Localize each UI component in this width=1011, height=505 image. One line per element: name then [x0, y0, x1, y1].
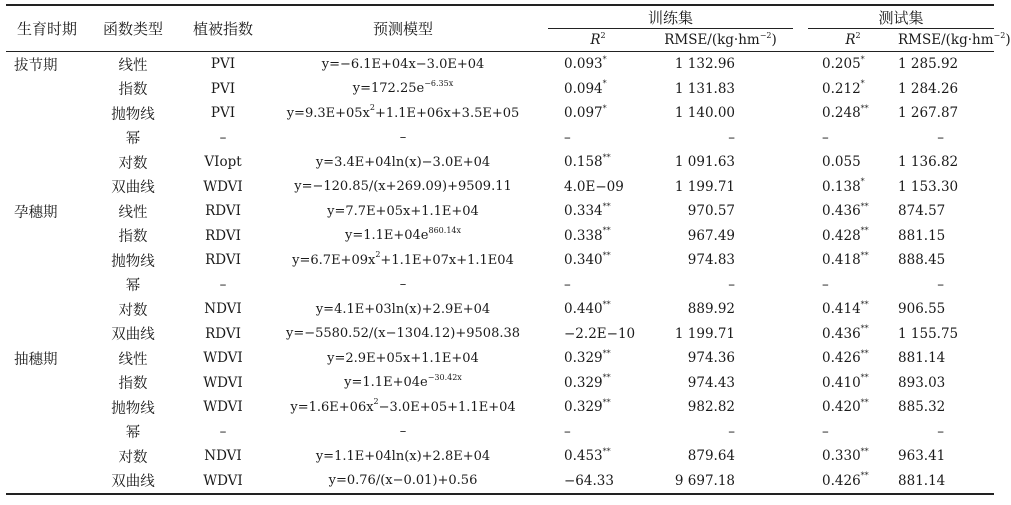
stage-cell: 拔节期	[14, 57, 58, 74]
function-type-cell: 抛物线	[111, 106, 155, 123]
function-type-cell: 指数	[118, 376, 148, 393]
test-rmse-cell: 885.32	[898, 399, 946, 416]
vegetation-index-cell: PVI	[210, 105, 236, 122]
train-rmse-cell: 1 132.96	[674, 56, 736, 73]
vegetation-index-cell: NDVI	[204, 301, 242, 318]
train-r2-cell: –	[564, 423, 571, 440]
test-r2-cell: 0.426**	[808, 469, 898, 495]
model-cell: –	[399, 277, 407, 293]
test-rmse-cell: 963.41	[898, 448, 946, 465]
header-test-r2: $R^2$	[808, 29, 898, 52]
test-rmse-cell: 1 284.26	[898, 80, 959, 97]
train-rmse-cell: 970.57	[687, 203, 736, 220]
function-type-cell: 线性	[118, 57, 148, 74]
stage-cell	[6, 273, 88, 298]
function-type-cell: 双曲线	[88, 469, 178, 495]
vegetation-index-cell: WDVI	[178, 469, 268, 495]
header-train: 训练集	[548, 5, 793, 29]
test-r2-cell: 0.330**	[822, 446, 869, 465]
stage-cell	[6, 322, 88, 347]
table-row	[6, 273, 994, 298]
model-cell: $y=1.1E+04e^{860.14x}$	[344, 225, 462, 244]
train-r2-cell: –	[564, 276, 571, 293]
function-type-cell: 抛物线	[111, 253, 155, 270]
function-type-cell: 双曲线	[111, 180, 155, 197]
stage-cell	[6, 395, 88, 420]
train-rmse-cell: 982.82	[687, 399, 736, 416]
function-type-cell: 线性	[118, 204, 148, 221]
test-r2-cell: 0.248**	[822, 103, 869, 122]
function-type-cell: 指数	[118, 229, 148, 246]
vegetation-index-cell: WDVI	[203, 178, 243, 195]
stage-cell	[6, 175, 88, 200]
table-row	[6, 248, 994, 273]
stage-cell	[6, 248, 88, 273]
train-rmse-cell: 1 131.83	[674, 80, 736, 97]
train-r2-cell: 0.338**	[564, 226, 611, 244]
model-cell: y=2.9E+05x+1.1E+04	[327, 350, 479, 366]
test-rmse-cell: –	[937, 423, 945, 440]
table-row	[6, 469, 994, 495]
model-cell: y=−6.1E+04x−3.0E+04	[321, 56, 485, 72]
table-row	[6, 77, 994, 102]
vegetation-index-cell: –	[219, 276, 227, 293]
table-row	[6, 371, 994, 396]
test-r2-cell: 0.428**	[822, 226, 869, 244]
function-type-cell: 指数	[118, 82, 148, 99]
train-r2-cell: 0.097*	[564, 103, 607, 122]
train-rmse-cell: 967.49	[687, 227, 736, 244]
stage-cell	[6, 224, 88, 249]
model-cell: $y=6.7E+09x^2+1.1E+07x+1.1E04$	[292, 250, 514, 268]
test-r2-cell: 0.138*	[822, 177, 865, 195]
function-type-cell: 对数	[118, 449, 148, 466]
stage-cell	[6, 126, 88, 151]
test-r2-cell: –	[822, 423, 829, 440]
model-cell: y=1.1E+04ln(x)+2.8E+04	[315, 448, 491, 464]
stage-cell: 孕穗期	[14, 204, 58, 221]
table-row	[6, 420, 994, 445]
test-r2-cell: 0.205*	[822, 54, 865, 73]
table-row	[6, 395, 994, 420]
test-r2-cell: –	[822, 129, 829, 146]
function-type-cell: 对数	[118, 155, 148, 172]
table-row	[6, 297, 994, 322]
train-r2-cell: −2.2E−10	[564, 325, 636, 342]
table-row	[6, 322, 994, 347]
vegetation-index-cell: PVI	[210, 56, 236, 73]
model-cell: y=4.1E+03ln(x)+2.9E+04	[315, 301, 491, 317]
vegetation-index-cell: RDVI	[205, 325, 241, 342]
function-type-cell: 线性	[118, 351, 148, 368]
train-rmse-cell: 974.43	[687, 374, 736, 391]
table-row	[6, 175, 994, 200]
test-r2-cell: 0.420**	[822, 397, 869, 416]
model-cell: –	[399, 424, 407, 440]
model-cell: $y=9.3E+05x^2+1.1E+06x+3.5E+05$	[286, 103, 520, 121]
table-row	[6, 199, 994, 224]
test-r2-cell: 0.426**	[822, 348, 869, 367]
train-r2-cell: 0.329**	[564, 373, 611, 391]
vegetation-index-cell: –	[219, 129, 227, 146]
function-type-cell: 对数	[118, 302, 148, 319]
vegetation-index-cell: WDVI	[203, 374, 243, 391]
header-stage: 生育时期	[6, 5, 88, 52]
stage-cell	[6, 77, 88, 102]
model-table	[6, 4, 1011, 495]
train-r2-cell: 0.329**	[564, 397, 611, 416]
test-rmse-cell: 1 155.75	[898, 325, 959, 342]
header-func: 函数类型	[88, 5, 178, 52]
vegetation-index-cell: RDVI	[205, 227, 241, 244]
train-rmse-cell: 974.83	[687, 252, 736, 269]
test-r2-cell: –	[822, 276, 829, 293]
train-r2-cell: 0.453**	[564, 446, 611, 465]
table-row	[6, 224, 994, 249]
test-rmse-cell: 893.03	[898, 374, 946, 391]
test-r2-cell: 0.436**	[822, 201, 869, 220]
train-r2-cell: 0.158**	[564, 152, 611, 171]
train-r2-cell: 0.093*	[564, 54, 607, 73]
model-cell: y=0.76/(x−0.01)+0.56	[268, 469, 538, 495]
train-rmse-cell: –	[728, 276, 736, 293]
stage-cell	[6, 101, 88, 126]
test-r2-cell: 0.055	[822, 154, 861, 171]
train-r2-cell: 0.440**	[564, 299, 611, 318]
model-cell: y=7.7E+05x+1.1E+04	[327, 203, 479, 219]
table-row	[6, 101, 994, 126]
model-cell: $y=1.6E+06x^2-3.0E+05+1.1E+04$	[290, 397, 516, 415]
stage-cell: 抽穗期	[14, 351, 58, 368]
vegetation-index-cell: WDVI	[203, 350, 243, 367]
model-cell: y=−5580.52/(x−1304.12)+9508.38	[285, 326, 521, 342]
vegetation-index-cell: RDVI	[205, 203, 241, 220]
function-type-cell: 幂	[125, 278, 141, 295]
train-rmse-cell: 9 697.18	[648, 469, 793, 495]
header-train-r2: $R^2$	[548, 29, 648, 52]
test-r2-cell: 0.410**	[822, 373, 869, 391]
test-r2-cell: 0.414**	[822, 299, 869, 318]
vegetation-index-cell: WDVI	[203, 399, 243, 416]
test-rmse-cell: 1 267.87	[898, 105, 959, 122]
train-r2-cell: 0.094*	[564, 79, 607, 97]
vegetation-index-cell: NDVI	[204, 448, 242, 465]
test-rmse-cell: 874.57	[898, 203, 946, 220]
train-rmse-cell: 1 199.71	[674, 178, 736, 195]
vegetation-index-cell: VIopt	[204, 154, 242, 171]
test-rmse-cell: 1 285.92	[898, 56, 959, 73]
train-rmse-cell: 889.92	[687, 301, 736, 318]
test-rmse-cell: 906.55	[898, 301, 946, 318]
function-type-cell: 抛物线	[111, 400, 155, 417]
train-r2-cell: –	[564, 129, 571, 146]
train-r2-cell: 0.329**	[564, 348, 611, 367]
vegetation-index-cell: PVI	[210, 80, 236, 97]
test-rmse-cell: 881.15	[898, 227, 946, 244]
test-r2-cell: 0.212*	[822, 79, 865, 97]
header-vi: 植被指数	[178, 5, 268, 52]
vegetation-index-cell: RDVI	[205, 252, 241, 269]
stage-cell	[6, 469, 88, 495]
table-row	[6, 346, 994, 371]
train-r2-cell: −64.33	[548, 469, 648, 495]
train-rmse-cell: –	[728, 129, 736, 146]
train-rmse-cell: 1 199.71	[674, 325, 736, 342]
stage-cell	[6, 150, 88, 175]
test-rmse-cell: 881.14	[898, 350, 946, 367]
table-row	[6, 150, 994, 175]
function-type-cell: 双曲线	[111, 327, 155, 344]
model-cell: y=3.4E+04ln(x)−3.0E+04	[315, 154, 491, 170]
vegetation-index-cell: –	[219, 423, 227, 440]
model-cell: $y=172.25e^{-6.35x}$	[352, 78, 454, 97]
test-r2-cell: 0.418**	[822, 250, 869, 269]
train-rmse-cell: 1 140.00	[674, 105, 736, 122]
function-type-cell: 幂	[125, 131, 141, 148]
model-cell: $y=1.1E+04e^{-30.42x}$	[344, 372, 462, 391]
stage-cell	[6, 297, 88, 322]
stage-cell	[6, 420, 88, 445]
test-rmse-cell: 888.45	[898, 252, 946, 269]
test-rmse-cell: 1 153.30	[898, 178, 959, 195]
train-rmse-cell: –	[728, 423, 736, 440]
test-rmse-cell: 881.14	[898, 469, 994, 495]
train-rmse-cell: 1 091.63	[674, 154, 736, 171]
model-cell: y=−120.85/(x+269.09)+9509.11	[294, 179, 512, 195]
header-test: 测试集	[808, 5, 994, 29]
model-cell: –	[399, 130, 407, 146]
test-rmse-cell: –	[937, 276, 945, 293]
header-test-rmse: RMSE/$(kg\cdot hm^{-2})$	[898, 29, 994, 52]
header-train-rmse: RMSE/$(kg\cdot hm^{-2})$	[648, 29, 793, 52]
train-r2-cell: 0.340**	[564, 250, 611, 269]
table-row	[6, 444, 994, 469]
test-rmse-cell: 1 136.82	[898, 154, 959, 171]
stage-cell	[6, 444, 88, 469]
stage-cell	[6, 371, 88, 396]
table-row	[6, 52, 994, 77]
test-rmse-cell: –	[937, 129, 945, 146]
train-r2-cell: 0.334**	[564, 201, 611, 220]
test-r2-cell: 0.436**	[822, 324, 869, 342]
train-r2-cell: 4.0E−09	[564, 178, 624, 195]
function-type-cell: 幂	[125, 425, 141, 442]
train-rmse-cell: 879.64	[687, 448, 736, 465]
table-row	[6, 126, 994, 151]
header-model: 预测模型	[268, 5, 538, 52]
train-rmse-cell: 974.36	[687, 350, 736, 367]
